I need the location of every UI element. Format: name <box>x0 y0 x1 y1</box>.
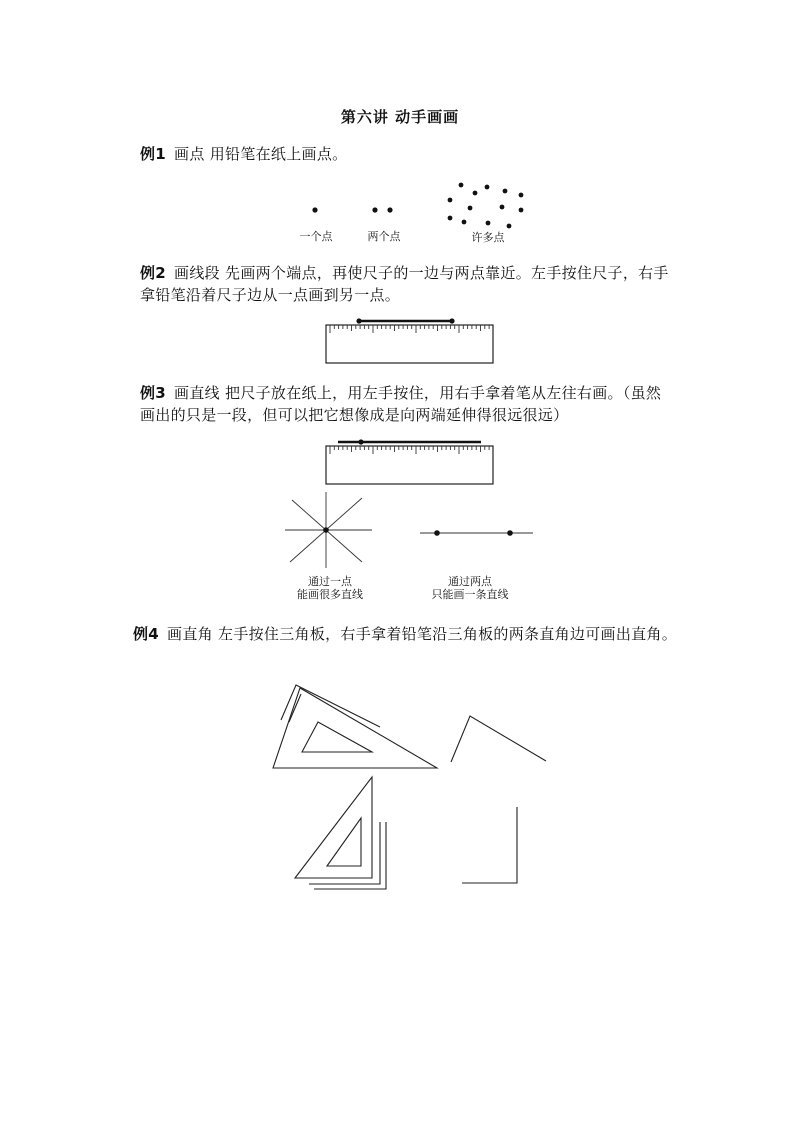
page-title: 第六讲 动手画画 <box>340 108 460 126</box>
example-2-text: 画线段 先画两个端点，再使尺子的一边与两点靠近。左手按住尺子，右手拿铅笔沿着尺子边从一点画到另一点。 <box>140 264 669 304</box>
example-3-tag: 例3 <box>140 384 167 402</box>
label-two-points: 两个点 <box>367 230 401 243</box>
label-one-point: 一个点 <box>299 230 333 243</box>
dot-cluster <box>448 183 524 229</box>
set-square-horizontal <box>273 685 437 768</box>
ruler-segment-figure <box>326 318 493 363</box>
lines-through-one-point <box>285 492 372 568</box>
ruler-line-figure <box>326 439 493 484</box>
line-through-two-points <box>420 530 533 536</box>
example-4-tag: 例4 <box>133 625 160 643</box>
label-through-one-point-l1: 通过一点 <box>308 575 352 588</box>
example-2-tag: 例2 <box>140 264 167 282</box>
example-1-text: 画点 用铅笔在纸上画点。 <box>174 145 348 163</box>
line-dot <box>358 439 363 444</box>
pair-dot <box>372 207 377 212</box>
label-many-points: 许多点 <box>471 231 505 244</box>
segment-endpoint <box>449 318 454 323</box>
dot-figures <box>312 183 523 229</box>
pair-dot <box>387 207 392 212</box>
example-4-text: 画直角 左手按住三角板，右手拿着铅笔沿三角板的两条直角边可画出直角。 <box>167 625 678 643</box>
label-through-two-points-l2: 只能画一条直线 <box>431 588 509 601</box>
label-through-one-point-l2: 能画很多直线 <box>297 588 363 601</box>
right-angle-drawn-2 <box>462 807 517 883</box>
example-3-text: 画直线 把尺子放在纸上，用左手按住，用右手拿着笔从左往右画。（虽然画出的只是一段，但可以把它想像成是向两端延伸得很远很远） <box>140 384 662 424</box>
segment-endpoint <box>356 318 361 323</box>
set-square-vertical <box>295 777 386 889</box>
single-dot <box>312 207 317 212</box>
right-angle-drawn-1 <box>451 716 546 762</box>
label-through-two-points-l1: 通过两点 <box>448 575 492 588</box>
example-1-tag: 例1 <box>140 145 167 163</box>
